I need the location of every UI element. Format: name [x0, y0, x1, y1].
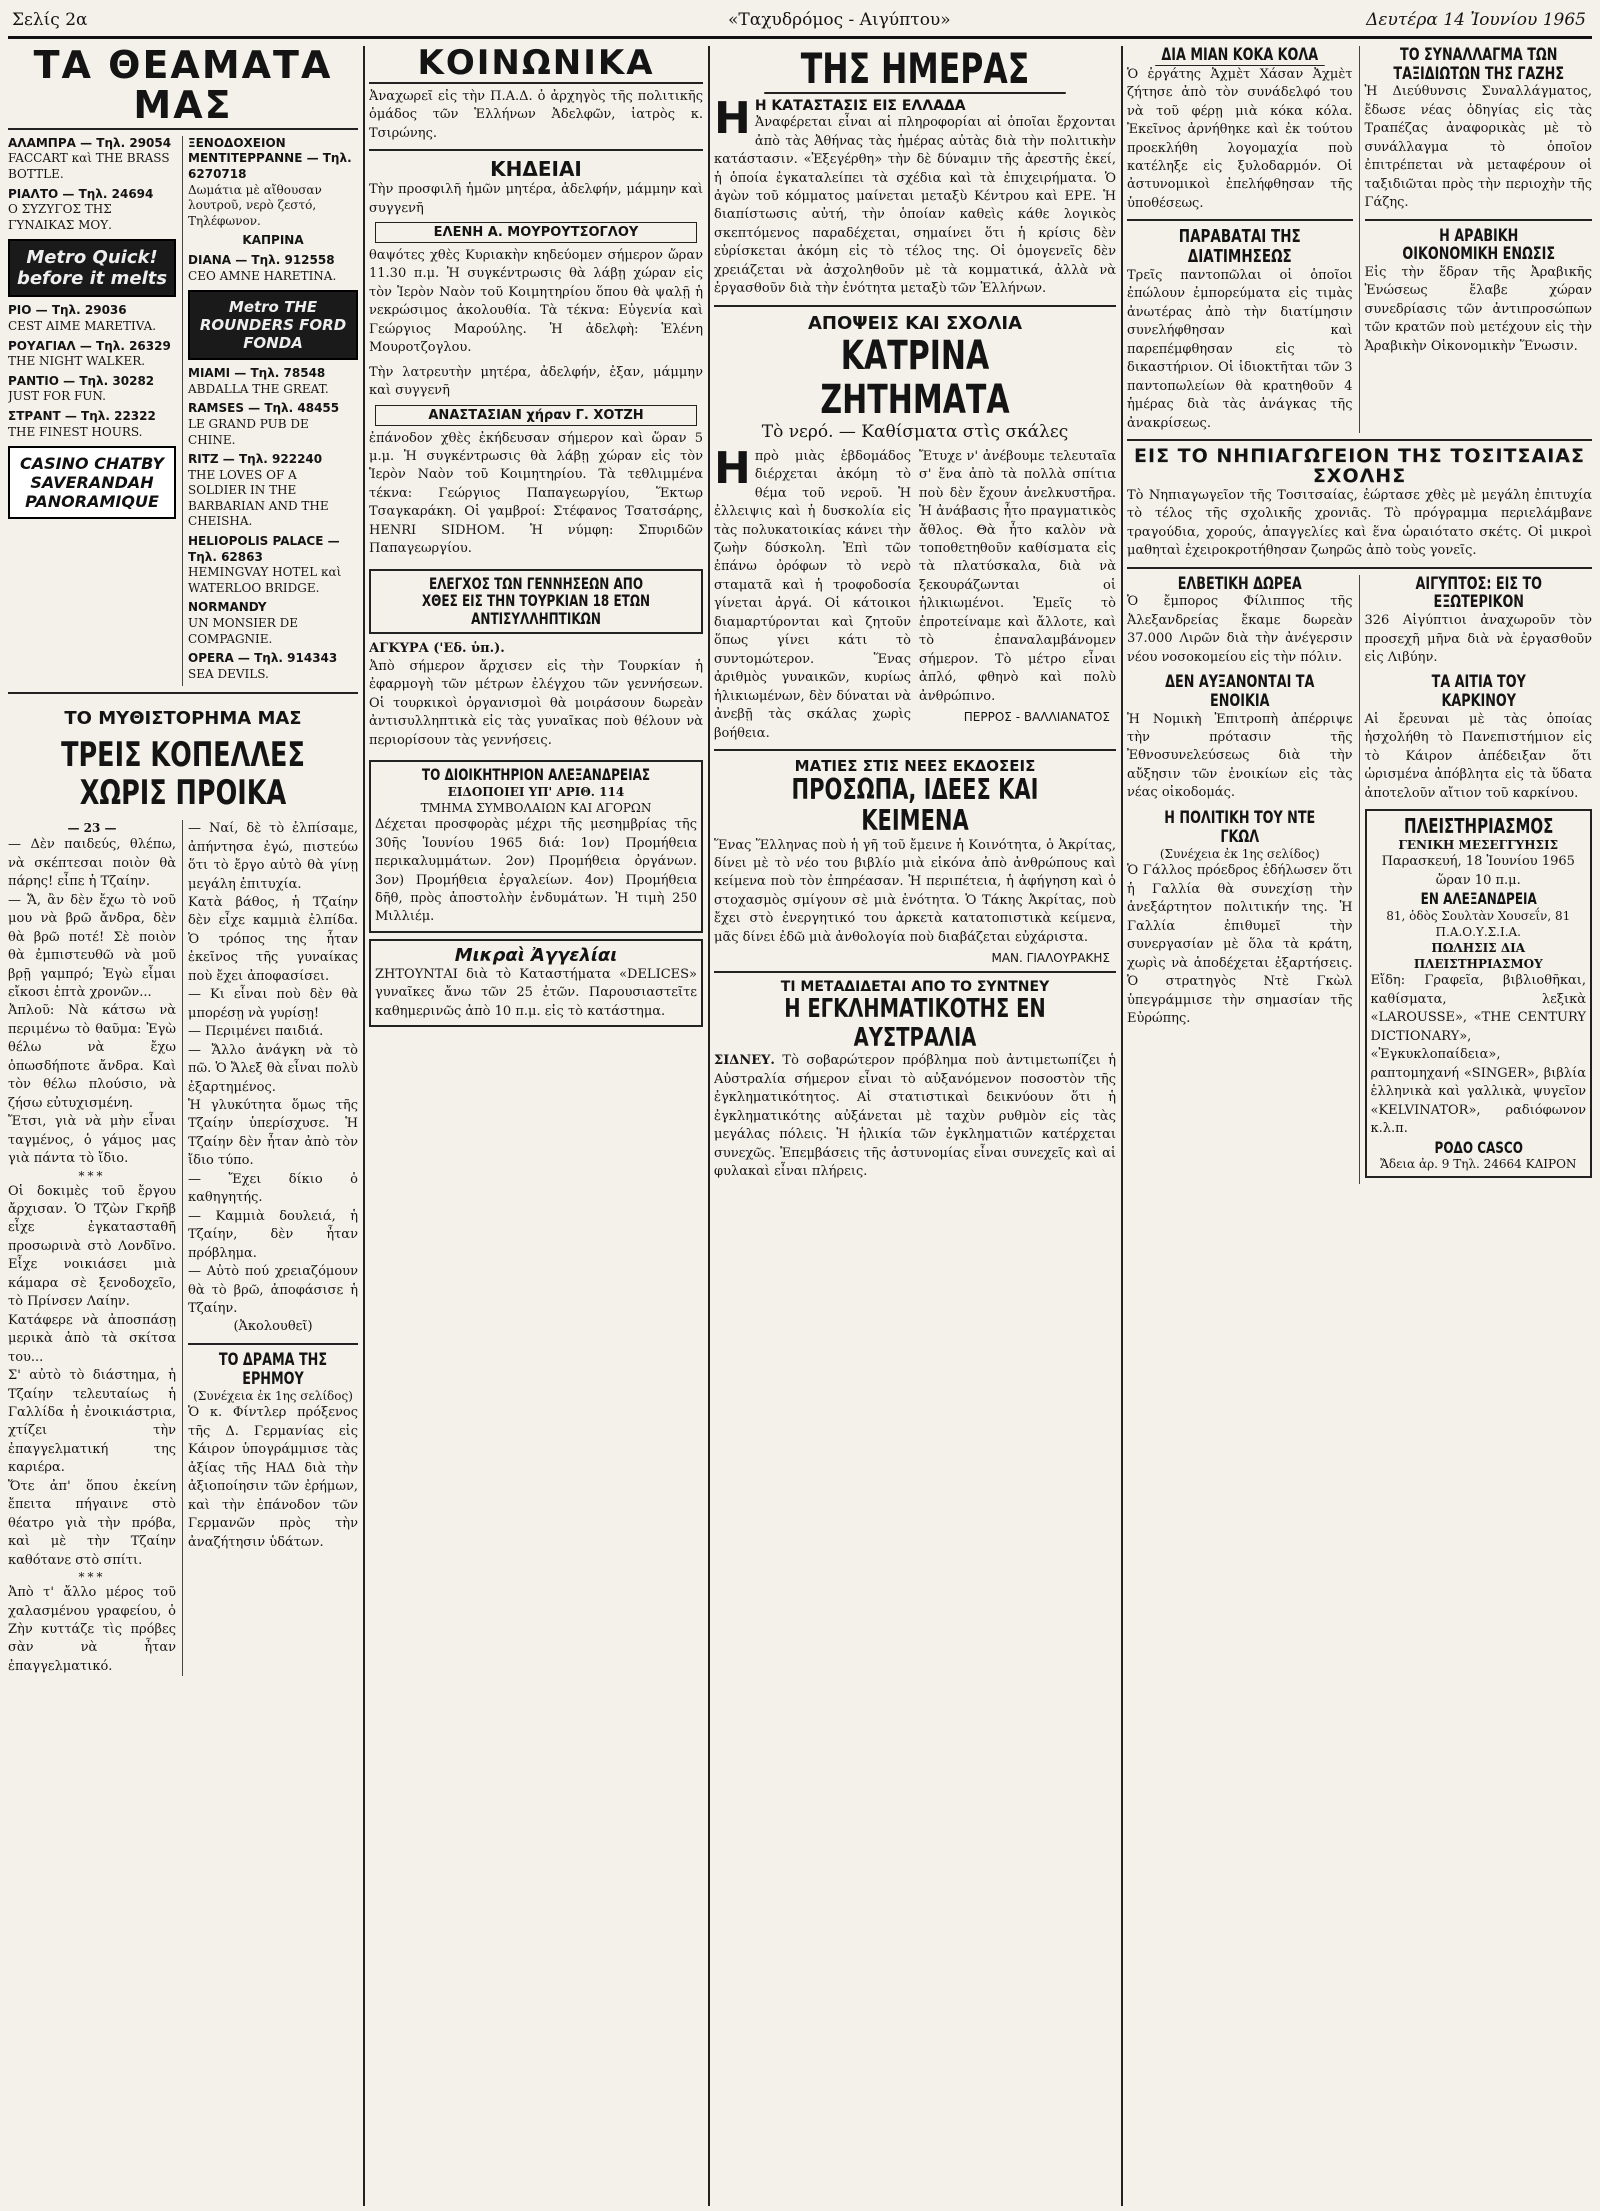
school-text: Τὸ Νηπιαγωγεῖον τῆς Τοσιτσαίας, ἐώρτασε χθὲς μὲ μεγάλη ἐπιτυχία τὸ τέλος τῆς σχολικῆς χρονιᾶς. Τὸ πρόγραμμα περιελάμβανε τραγούδια, χορούς, ἀπαγγελίες καὶ ἕνα ὡραιότατο σκέτς. Οἱ μικροὶ μαθηταὶ ἐχειροκροτήθησαν ζωηρῶς ἀπὸ τοὺς γονεῖς.	[1127, 487, 1592, 559]
auction-list: Εἴδη: Γραφεῖα, βιβλιοθῆκαι, καθίσματα, λεξικὰ «LAROUSSE», «THE CENTURY DICTIONARY», «Ἐγκυκλοπαίδεια», ραπτομηχανή «SINGER», βιβλία ἑλληνικὰ καὶ γαλλικὰ, ψυγεῖον «KELVINATOR», ραδιόφωνον κ.λ.π.	[1370, 973, 1586, 1137]
novel-paragraph: — Ἄ, ἂν δὲν ἔχω τὸ νοῦ μου νὰ βρῶ ἄνδρα, δὲν θὰ βρῶ ποτέ! Σὲ ποιὸν θὰ ἐμπιστευθῶ νὰ μοῦ βρῇ γαμπρό; Ἐγὼ εἶμαι εἴκοσι ἑπτὰ χρονῶν...	[8, 892, 177, 1000]
metro-ad: Metro THE ROUNDERS FORD FONDA	[188, 290, 358, 360]
theaters-right	[182, 136, 358, 687]
egypt-title: ΑΙΓΥΠΤΟΣ: ΕΙΣ ΤΟ ΕΞΩΤΕΡΙΚΟΝ	[1414, 573, 1542, 613]
funeral-name: ΕΛΕΝΗ Α. ΜΟΥΡΟΥΤΣΟΓΛΟΥ	[375, 222, 697, 243]
exams-title: ΠΑΡΑΒΑΤΑΙ ΤΗΣ ΔΙΑΤΙΜΗΣΕΩΣ	[1178, 226, 1301, 268]
auction-owner: Π.Α.Ο.Υ.Σ.Ι.Α.	[1435, 924, 1521, 939]
social-intro: Ἀναχωρεῖ εἰς τὴν Π.Α.Δ. ὁ ἀρχηγὸς τῆς πολιτικῆς ὁμάδος τῶν Ἑλλήνων Ἀδελφῶν, ἰατρὸς κ. Τσιρώνης.	[369, 88, 703, 141]
classifieds-title: Μικραὶ Ἀγγελίαι	[454, 944, 618, 966]
day-title: ΤΗΣ ΗΜΕΡΑΣ	[764, 46, 1066, 94]
theaters-left	[8, 136, 176, 687]
crime-dateline: ΣΙΔΝΕΥ.	[714, 1053, 775, 1069]
classifieds-text: ΖΗΤΟΥΝΤΑΙ διὰ τὸ Καταστήματα «DELICES» γυναῖκες ἄνω τῶν 25 ἐτῶν. Παρουσιαστεῖτε καθημερινῶς ἀπὸ 10 π.μ. εἰς τὸ κατάστημα.	[375, 966, 697, 1019]
novel-paragraph: Ἡ γλυκύτητα ὅμως τῆς Τζαίην ὑπερίσχυσε. Ἡ Τζαίην δὲν ἦταν ἀπὸ τὸν ἴδιο τύπο.	[188, 1097, 358, 1169]
page-number: Σελίς 2α	[12, 10, 88, 30]
funeral-text: ἐπάνοδον χθὲς ἐκήδευσαν σήμερον καὶ ὥραν 5 μ.μ. Ἡ συγκέντρωσις θὰ λάβῃ χώραν εἰς τὸν Ἱερὸν Ναὸν τοῦ Κοιμητηρίου. Τὰ τεθλιμμένα τέκνα: Γεώργιος Παπαγεωργίου, Ἕκτωρ Τσαγκαράκη. Οἱ γαμβροί: Στέφανος Τσατσάρης, HENRI SIDHOM. Ἡ νύμφη: Σπυριδῶν Παπαγεωργίου.	[369, 430, 703, 557]
theater-listing: ΑΛΑΜΠΡΑ — Τηλ. 29054 FACCART καὶ THE BRASS BOTTLE.	[8, 135, 172, 181]
funeral-text: θαψότες χθὲς Κυριακὴν κηδεύομεν σήμερον ὥραν 11.30 π.μ. Ἡ συγκέντρωσις θὰ λάβῃ χώραν εἰς τὸν Ἱερὸν Ναὸν τοῦ Κοιμητηρίου ὅπου θὰ ψαλῇ ἡ νεκρώσιμος ἀκολουθία. Τὰ τέκνα: Εὐγενία καὶ Γεώργιος Μαρούλης. Ἡ ἀδελφὴ: Ἑλένη Μουροτζογλου.	[369, 247, 703, 356]
crime-text: Τὸ σοβαρώτερον πρόβλημα ποὺ ἀντιμετωπίζει ἡ Αὐστραλία σήμερον εἶναι τὸ αὐξανόμενον ποσοστὸν τῆς ἐγκληματικότητος. Αἱ στατιστικαὶ δεικνύουν ὅτι ἡ ἐγκληματικότης αὐξάνεται μὲ ταχὺν ρυθμὸν εἰς τὰς μεγάλας πόλεις. Ἡ ἡλικία τῶν ἐγκληματιῶν κατέρχεται συνεχῶς. Ἐπεμβάσεις τῆς ἀστυνομίας εἶναι συνεχεῖς καὶ αἱ φυλακαὶ εἶναι πλήρεις.	[714, 1053, 1116, 1180]
funeral-name: ΑΝΑΣΤΑΣΙΑΝ χήραν Γ. ΧΟΤΖΗ	[375, 405, 697, 426]
novel-paragraph: Ἀπλοῦ: Νὰ κάτσω νὰ περιμένω τὸ θαῦμα: Ἐγὼ θέλω νὰ ἔχω ὁπωσδήποτε ἄνδρα. Καὶ τὸν θέλω πλούσιο, νὰ ζήσω εὐτυχισμένη.	[8, 1003, 177, 1111]
novel-paragraph: Σ' αὐτὸ τὸ διάστημα, ἡ Τζαίην τελευταίως ἡ Γαλλίδα ἡ ἐνοικιάστρια, χτίζει τὴν ἐπαγγελματική της καριέρα.	[8, 1368, 177, 1476]
novel-paragraph: Κατὰ βάθος, ἡ Τζαίην δὲν εἶχε καμμιὰ ἐλπίδα. Ὁ τρόπος της ἦταν ἐκεῖνος τῆς γυναίκας ποὺ ἔχει ἀποφασίσει.	[188, 895, 358, 984]
exams-text: Τρεῖς παντοπῶλαι οἱ ὁποῖοι ἐπώλουν ἐμπορεύματα εἰς τιμὰς ἀνωτέρας ἀπὸ τὴν διατίμησιν συνελήφθησαν καὶ παρεπέμφθησαν εἰς τὸ δικαστήριον. Οἱ ἰδιοκτῆται τῶν 3 παντοπωλείων θὰ κρατηθοῦν 4 ἡμέρας διὰ τὰς ἀνάγκας τῆς ἀνακρίσεως.	[1127, 267, 1353, 431]
day-drop-cap: Η	[714, 93, 751, 145]
opinions-title: ΚΑΤΡΙΝΑ ΖΗΤΗΜΑΤΑ	[820, 332, 1010, 423]
social-title: ΚΟΙΝΩΝΙΚΑ	[369, 46, 703, 84]
cola-title: ΔΙΑ ΜΙΑΝ ΚΟΚΑ ΚΟΛΑ	[1155, 46, 1324, 66]
rent-title: ΔΕΝ ΑΥΞΑΝΟΝΤΑΙ ΤΑ ΕΝΟΙΚΙΑ	[1165, 672, 1315, 711]
opinions-heading: ΑΠΟΨΕΙΣ ΚΑΙ ΣΧΟΛΙΑ	[807, 312, 1023, 334]
theater-listing: ΡΟΥΑΓΙΑΛ — Τηλ. 26329 THE NIGHT WALKER.	[8, 338, 171, 369]
novel-paragraph: Ἀπὸ τ' ἄλλο μέρος τοῦ χαλασμένου γραφείου, ὁ Ζὴν κυττάζε τὶς πρόβες σὰν νὰ ἦταν ἐπαγγελματικό.	[8, 1585, 177, 1674]
theater-listing: ΞΕΝΟΔΟΧΕΙΟΝ ΜΕΝΤΙΤΕΡΡΑΝΝΕ — Τηλ. 6270718 Δωμάτια μὲ αἴθουσαν λουτροῦ, νερὸ ζεστό, Τηλέφωνον.	[188, 135, 352, 228]
donation-text: Ὁ ἔμπορος Φίλιππος τῆς Ἀλεξανδρείας ἔκαμε δωρεὰν 37.000 Λιρῶν διὰ τὴν ἀνέγερσιν νέου νοσοκομείου εἰς τὴν πόλιν.	[1127, 594, 1353, 665]
novel-paragraph: Ἔτσι, γιὰ νὰ μὴν εἶναι ταγμένος, ὁ γάμος μας γιὰ πάντα τὸ ἴδιο.	[8, 1114, 177, 1167]
theater-listing: DIANA — Τηλ. 912558 CEO AMNE HARETINA.	[188, 252, 337, 283]
funerals-title: ΚΗΔΕΙΑΙ	[490, 157, 582, 182]
novel-chapter: — 23 —	[67, 821, 117, 836]
admin-text: Δέχεται προσφορὰς μέχρι τῆς μεσημβρίας τῆς 30ῆς Ἰουνίου 1965 διά: 1ον) Προμήθεια περικαλυμμάτων. 2ον) Προμήθεια ὀργάνων. 3ον) Προμήθεια ἐργαλείων. 4ον) Προμήθεια δῆθ, πρὸς ἀποστολὴν ἐνδυμάτων. Ἡ τιμὴ 250 Μιλλιέμ.	[375, 817, 697, 925]
auction-footer: Ἄδεια ἀρ. 9 Τηλ. 24664 ΚΑΙΡΟΝ	[1380, 1157, 1577, 1172]
novel-paragraph: — Κι εἶναι ποὺ δὲν θὰ μπορέσῃ νὰ γυρίσῃ!	[188, 987, 358, 1021]
drama-title: ΤΟ ΔΡΑΜΑ ΤΗΣ ΕΡΗΜΟΥ	[218, 1349, 328, 1389]
opinions-text: πρὸ μιὰς ἑβδομάδος διέρχεται ἀκόμη τὸ θέμα τοῦ νεροῦ. Ἡ ἐλλειψις καὶ ἡ δυσκολία εἰς τὰς πολυκατοικίας κάνει τὴν ζωὴν δύσκολη. Ἐπὶ τῶν ἐπάνω ὀρόφων τὸ νερὸ σταματᾶ καὶ ἡ τροφοδοσία γίνεται ἀργά. Οἱ κάτοικοι διαμαρτύρονται καὶ ζητοῦν ὅπως γίνει κάτι τὸ συντομώτερον. Ἕνας ἀριθμὸς γυναικῶν, κυρίως ἡλικιωμένων, δὲν δύναται νὰ ἀνεβῇ τὰς σκάλας χωρὶς βοήθεια.	[714, 448, 911, 741]
day-text: Ἀναφέρεται εἶναι αἱ πληροφορίαι αἱ ὁποῖαι ἔρχονται ἀπὸ τὰς Ἀθήνας τὰς ἡμέρας αὐτὰς διὰ τὴν πολιτικὴν κατάστασιν. «Ἐξεγέρθη» τὴν δὲ δύναμιν τῆς ἀρεστῆς ἐκεί, ἡ ὁποία ἐγκαταλείπει τὰ σχέδια καὶ τὰ ἐπιχειρήματα. Ὁ ἀγὼν τοῦ κόμματος μαίνεται μεταξὺ Κέντρου καὶ ΕΡΕ. Ἡ διαπίστωσις αὐτή, τὴν ὁποίαν καθεὶς κάθε λογικὸς σκεπτόμενος παραδέχεται, σημαίνει ὅτι ἡ κρίσις δὲν εὑρίσκεται ἀκόμη εἰς τὸ τέλος της. Οἱ ὁμογενεῖς δὲν χρειάζεται νὰ ἀσχοληθοῦν μὲ τὰ κομματικά, ἀλλὰ νὰ ἐργασθοῦν διὰ τὴν ἑνότητα μεταξὺ τῶν Ἑλλήνων.	[714, 115, 1116, 297]
theaters-title: ΤΑ ΘΕΑΜΑΤΑ ΜΑΣ	[8, 46, 358, 130]
novel-paragraph: Οἱ δοκιμὲς τοῦ ἔργου ἄρχισαν. Ὁ Τζὼν Γκρῆβ εἶχε ἐγκατασταθῆ προσωρινὰ στὸ Λονδῖνο. Εἶχε νοικιάσει μιὰ κάμαρα σὲ ξενοδοχεῖο, τὸ Πρίνσεν Λαίην.	[8, 1183, 177, 1310]
auction-place: ΕΝ ΑΛΕΞΑΝΔΡΕΙΑ	[1420, 889, 1537, 909]
donation-title: ΕΛΒΕΤΙΚΗ ΔΩΡΕΑ	[1177, 573, 1302, 594]
novel-paragraph: — Ἄλλο ἀνάγκη νὰ τὸ πῶ. Ὁ Ἄλεξ θὰ εἶναι πολὺ ἐξαρτημένος.	[188, 1042, 358, 1095]
auction-signature: ΡΟΔΟ CASCO	[1434, 1137, 1523, 1157]
arab-text: Εἰς τὴν ἕδραν τῆς Ἀραβικῆς Ἐνώσεως ἔλαβε χώραν συνεδρίασις τῶν ἀντιπροσώπων τῶν κρατῶν ποὺ μετέχουν εἰς τὴν Ἀραβικὴν Οἰκονομικὴν Ἕνωσιν.	[1364, 264, 1592, 354]
opinions-text: Ἔτυχε ν' ἀνέβουμε τελευταῖα σ' ἕνα ἀπὸ τὰ πολλὰ σπίτια ποὺ δὲν ἔχουν ἀνελκυστῆρα. Ἡ ἀνάβασις ἦτο πραγματικὸς ἄθλος. Θὰ ἦτο καλὸν νὰ τοποθετηθοῦν καθίσματα εἰς τὰ πλατύσκαλα, διὰ νὰ ξεκουράζωνται οἱ ἡλικιωμένοι. Ἐμεῖς τὸ ἐπροτείναμε καὶ ἄλλοτε, καὶ τὸ ἐπαναλαμβάνομεν σήμερον. Τὸ μέτρο εἶναι ἁπλό, φθηνὸ καὶ πολὺ ἀνθρώπινο.	[919, 448, 1116, 704]
crime-title: Η ΕΓΚΛΗΜΑΤΙΚΟΤΗΣ ΕΝ ΑΥΣΤΡΑΛΙΑ	[784, 994, 1046, 1053]
auction-title: ΠΛΕΙΣΤΗΡΙΑΣΜΟΣ	[1403, 814, 1553, 839]
casino-ad: CASINO CHATBY SAVERANDAH PANORAMIQUE	[8, 446, 176, 519]
opinions-drop-cap: Η	[714, 442, 751, 494]
school-title: ΕΙΣ ΤΟ ΝΗΠΙΑΓΩΓΕΙΟΝ ΤΗΣ ΤΟΣΙΤΣΑΙΑΣ ΣΧΟΛΗΣ	[1134, 444, 1585, 487]
theater-listing: NORMANDY UN MONSIER DE COMPAGNIE.	[188, 600, 299, 646]
books-text: Ἕνας Ἕλληνας ποὺ ἡ γῆ τοῦ ἔμεινε ἡ Κοινότητα, ὁ Ἀκρίτας, δίνει μὲ τὸ νέο του βιβλίο μιὰ εἰκόνα ἀπὸ ἀνθρώπους καὶ κείμενα ποὺ τὸν ἐπηρέασαν. Ἡ περιπέτεια, ἡ ἀφήγηση καὶ ὁ στοχασμὸς σμίγουν σὲ μιὰ ἑνότητα. Ὁ Τάκης Ἀκρίτας, ποὺ ἔχει στὸ ἐνεργητικό του ἀρκετὰ κατατοπιστικὰ κείμενα, μᾶς δίνει ἐδῶ μιὰ ἀνθολογία ποὺ διαβάζεται εὐχάριστα.	[714, 837, 1116, 945]
issue-date: Δευτέρα 14 Ἰουνίου 1965	[1366, 10, 1586, 30]
column-rule	[708, 46, 710, 2206]
novel-column-1: — 23 — — Δὲν παιδεύς, θλέπω, νὰ σκέπτεσαι ποιὸν θὰ πάρης! εἶπε ἡ Τζαίην. — Ἄ, ἂν δὲν ἔχω τὸ νοῦ μου νὰ βρῶ ἄνδρα, δὲν θὰ βρῶ ποτέ! Σὲ ποιὸν θὰ ἐμπιστευθῶ νὰ μοῦ βρῇ γαμπρό; Ἐγὼ εἶμαι εἴκοσι ἑπτὰ χρονῶν... Ἀπλοῦ: Νὰ κάτσω νὰ περιμένω τὸ θαῦμα: Ἐγὼ θέλω νὰ ἔχω ὁπωσδήποτε ἄνδρα. Καὶ τὸν θέλω πλούσιο, νὰ ζήσω εὐτυχισμένη. Ἔτσι, γιὰ νὰ μὴν εἶναι ταγμένος, ὁ γάμος μας γιὰ πάντα τὸ ἴδιο. *** Οἱ δοκιμὲς τοῦ ἔργου ἄρχισαν. Ὁ Τζὼν Γκρῆβ εἶχε ἐγκατασταθῆ προσωρινὰ στὸ Λονδῖνο. Εἶχε νοικιάσει μιὰ κάμαρα σὲ ξενοδοχεῖο, τὸ Πρίνσεν Λαίην. Κατάφερε νὰ ἀποσπάσῃ μερικὰ ἀπὸ τὰ σκίτσα του... Σ' αὐτὸ τὸ διάστημα, ἡ Τζαίην τελευταίως ἡ Γαλλίδα ἡ ἐνοικιάστρια, χτίζει τὴν ἐπαγγελματική της καριέρα. Ὅτε ἀπ' ὅπου ἐκείνη ἔπειτα πήγαινε στὸ θέατρο γιὰ τὴν πρόβα, καὶ μὲ τὴν Τζαίην καθότανε στὸ σπίτι. *** Ἀπὸ τ' ἄλλο μέρος τοῦ χαλασμένου γραφείου, ὁ Ζὴν κυττάζε τὶς πρόβες σὰν νὰ ἦταν ἐπαγγελματικό.	[8, 820, 176, 1676]
drama-text: Ὁ κ. Φίντλερ πρόξενος τῆς Δ. Γερμανίας εἰς Κάιρον ὑπογράμμισε τὰς ἀξίας τῆς ΗΑΔ διὰ τὴν ἀξιοποίησιν τῶν ἐρήμων, καὶ τὴν ἐπάνοδον τῶν Γερμανῶν πρὸς τὴν ἀναζήτησιν ὑδάτων.	[188, 1405, 358, 1550]
auction-address: 81, ὁδὸς Σουλτὰν Χουσεΐν, 81	[1386, 908, 1571, 923]
theater-listing: ΣΤΡΑΝΤ — Τηλ. 22322 THE FINEST HOURS.	[8, 408, 156, 439]
opinions-signature: ΠΕΡΡΟΣ - ΒΑΛΛΙΑΝΑΤΟΣ	[963, 710, 1110, 725]
column-social	[369, 46, 703, 2206]
newspaper-page	[8, 6, 1592, 2206]
novel-paragraph: Κατάφερε νὰ ἀποσπάσῃ μερικὰ ἀπὸ τὰ σκίτσα του...	[8, 1312, 177, 1365]
theater-listing: ΡΙΟ — Τηλ. 29036 CEST AIME MARETIVA.	[8, 303, 157, 333]
gaulle-title: Η ΠΟΛΙΤΙΚΗ ΤΟΥ ΝΤΕ ΓΚΩΛ	[1164, 807, 1316, 847]
gaza-title: ΤΟ ΣΥΝΑΛΛΑΓΜΑ ΤΩΝ ΤΑΞΙΔΙΩΤΩΝ ΤΗΣ ΓΑΖΗΣ	[1392, 46, 1564, 84]
theater-listing: ΚΑΠΡΙΝΑ	[242, 233, 304, 248]
cancer-title: ΤΑ ΑΙΤΙΑ ΤΟΥ ΚΑΡΚΙΝΟΥ	[1431, 672, 1526, 712]
gaulle-sub: (Συνέχεια ἐκ 1ης σελίδος)	[1159, 847, 1320, 862]
metro-ad: Metro Quick! before it melts	[8, 239, 176, 297]
admin-title: ΤΟ ΔΙΟΙΚΗΤΗΡΙΟΝ ΑΛΕΞΑΝΔΡΕΙΑΣ	[421, 765, 651, 785]
opinions-subtitle: Τὸ νερό. — Καθίσματα στὶς σκάλες	[761, 421, 1069, 442]
rent-text: Ἡ Νομικὴ Ἐπιτροπὴ ἀπέρριψε τὴν πρότασιν τῆς Ἐθνοσυνελεύσεως διὰ τὴν αὔξησιν τῶν ἐνοικίων εἰς τὰς νέας οἰκοδομάς.	[1127, 711, 1353, 801]
birth-control-dateline: ΑΓΚΥΡΑ ('Εδ. ὑπ.).	[369, 640, 505, 656]
egypt-text: 326 Αἰγύπτιοι ἀναχωροῦν τὸν προσεχῆ μῆνα διὰ νὰ ἐργασθοῦν εἰς Λιβύην.	[1364, 613, 1592, 665]
auction-notice	[1365, 809, 1592, 1178]
novel-title: ΤΡΕΙΣ ΚΟΠΕΛΛΕΣ ΧΩΡΙΣ ΠΡΟΙΚΑ	[61, 735, 305, 813]
novel-paragraph: — Καμμιὰ δουλειά, ἡ Τζαίην, δὲν ἦταν πρόβλημα.	[188, 1208, 358, 1261]
theater-listing: OPERA — Τηλ. 914343 SEA DEVILS.	[188, 651, 338, 681]
day-subtitle: Η ΚΑΤΑΣΤΑΣΙΣ ΕΙΣ ΕΛΛΑΔΑ	[754, 98, 966, 115]
novel-paragraph: — Ναί, δὲ τὸ ἐλπίσαμε, ἀπήντησα ἐγώ, πιστεύω ὅτι τὸ ἔργο αὐτὸ θὰ γίνῃ μεγάλη ἐπιτυχία.	[188, 821, 358, 892]
theater-listing: ΡΙΑΛΤΟ — Τηλ. 24694 Ο ΣΥΖΥΓΟΣ ΤΗΣ ΓΥΝΑΙΚΑΣ ΜΟΥ.	[8, 186, 154, 232]
novel-paragraph: — Αὐτὸ πού χρειαζόμουν θὰ τὸ βρῶ, ἀποφάσισε ἡ Τζαίην.	[188, 1264, 358, 1316]
auction-sub: ΓΕΝΙΚΗ ΜΕΣΕΓΓΥΗΣΙΣ	[1398, 838, 1559, 853]
page-header	[8, 6, 1592, 39]
theater-listing: RITZ — Τηλ. 922240 THE LOVES OF A SOLDIER IN THE BARBARIAN AND THE CHEISHA.	[188, 452, 329, 529]
column-right	[1127, 46, 1592, 2206]
funeral-lead: Τὴν λατρευτὴν μητέρα, ἀδελφήν, ἐξαν, μάμμην καὶ συγγενῆ	[369, 364, 703, 399]
theater-listing: ΡΑΝΤΙΟ — Τηλ. 30282 JUST FOR FUN.	[8, 373, 155, 404]
gaulle-text: Ὁ Γάλλος πρόεδρος ἐδήλωσεν ὅτι ἡ Γαλλία θὰ συνεχίσῃ τὴν ἀνεξάρτητον πολιτικήν της. Ἡ Γαλλία ἐπιθυμεῖ τὴν συνεργασίαν μὲ ὅλα τὰ κράτη, χωρὶς νὰ ἀποδέχεται ἐξαρτήσεις. Ὁ στρατηγὸς Ντὲ Γκὼλ ὑπεγράμμισε τὴν σημασίαν τῆς Εὐρώπης.	[1127, 863, 1353, 1026]
theater-listing: ΜΙΑΜΙ — Τηλ. 78548 ABDALLA THE GREAT.	[188, 366, 329, 396]
theater-listing: HELIOPOLIS PALACE — Τηλ. 62863 HEMINGVAY HOTEL καὶ WATERLOO BRIDGE.	[188, 534, 342, 595]
books-heading: ΜΑΤΙΕΣ ΣΤΙΣ ΝΕΕΣ ΕΚΔΟΣΕΙΣ	[794, 756, 1036, 775]
birth-control-title: ΕΛΕΓΧΟΣ ΤΩΝ ΓΕΝΝΗΣΕΩΝ ΑΠΟ ΧΘΕΣ ΕΙΣ ΤΗΝ ΤΟΥΡΚΙΑΝ 18 ΕΤΩΝ ΑΝΤΙΣΥΛΛΗΠΤΙΚΩΝ	[421, 573, 651, 628]
books-signature: ΜΑΝ. ΓΙΑΛΟΥΡΑΚΗΣ	[991, 951, 1110, 966]
novel-column-2	[182, 820, 358, 1676]
birth-control-text: Ἀπὸ σήμερον ἄρχισεν εἰς τὴν Τουρκίαν ἡ ἐφαρμογὴ τῶν μέτρων ἐλέγχου τῶν γεννήσεων. Οἱ τουρκικοὶ ὀργανισμοὶ θὰ μοιράσουν δωρεὰν ἀντισυλληπτικὰ εἰς τὰς γυναῖκας ποὺ θέλουν νὰ περιορίσουν τὰς γεννήσεις.	[369, 658, 703, 748]
gaza-text: Ἡ Διεύθυνσις Συναλλάγματος, ἔδωσε νέας ὁδηγίας εἰς τὰς Τραπέζας ἀναφορικὰς μὲ τὸ συνάλλαγμα τὸ ὁποῖον ἐπιτρέπεται νὰ μεταφέρουν οἱ ταξιδιῶται πρὸς τὴν περιοχὴν τῆς Γάζης.	[1364, 84, 1592, 211]
novel-paragraph: — Περιμένει παιδιά.	[188, 1024, 324, 1040]
newspaper-name: «Ταχυδρόμος - Αιγύπτου»	[728, 10, 951, 30]
admin-sub2: ΤΜΗΜΑ ΣΥΜΒΟΛΑΙΩΝ ΚΑΙ ΑΓΟΡΩΝ	[420, 801, 652, 816]
novel-paragraph: Ὅτε ἀπ' ὅπου ἐκείνη ἔπειτα πήγαινε στὸ θέατρο γιὰ τὴν πρόβα, καὶ μὲ τὴν Τζαίην καθότανε στὸ σπίτι.	[8, 1478, 177, 1568]
funeral-lead: Τὴν προσφιλῆ ἡμῶν μητέρα, ἀδελφήν, μάμμην καὶ συγγενῆ	[369, 182, 703, 216]
books-title: ΠΡΟΣΩΠΑ, ΙΔΕΕΣ ΚΑΙ ΚΕΙΜΕΝΑ	[791, 772, 1039, 837]
cancer-text: Αἱ ἔρευναι μὲ τὰς ὁποίας ἠσχολήθη τὸ Πανεπιστήμιον εἰς τὸ Κάιρον ἀπέδειξαν ὅτι ὡρισμένα ἀπόβλητα εἰς τὰ ὕδατα ἀποτελοῦν αἴτιον τοῦ καρκίνου.	[1364, 711, 1592, 801]
theater-listing: RAMSES — Τηλ. 48455 LE GRAND PUB DE CHINE.	[188, 401, 340, 447]
admin-sub: ΕΙΔΟΠΟΙΕΙ ΥΠ' ΑΡΙΘ. 114	[447, 784, 625, 799]
crime-heading: ΤΙ ΜΕΤΑΔΙΔΕΤΑΙ ΑΠΟ ΤΟ ΣΥΝΤΝΕΥ	[780, 979, 1050, 996]
classifieds	[369, 939, 703, 1027]
novel-paragraph: — Ἔχει δίκιο ὁ καθηγητής.	[188, 1171, 358, 1206]
column-rule	[363, 46, 365, 2206]
auction-item: ΠΩΛΗΣΙΣ ΔΙΑ ΠΛΕΙΣΤΗΡΙΑΣΜΟΥ	[1413, 941, 1543, 972]
arab-title: Η ΑΡΑΒΙΚΗ ΟΙΚΟΝΟΜΙΚΗ ΕΝΩΣΙΣ	[1401, 225, 1555, 265]
drama-sub: (Συνέχεια ἐκ 1ης σελίδος)	[193, 1389, 353, 1404]
auction-date: Παρασκευή, 18 Ἰουνίου 1965 ὥραν 10 π.μ.	[1381, 854, 1575, 888]
novel-paragraph: — Δὲν παιδεύς, θλέπω, νὰ σκέπτεσαι ποιὸν θὰ πάρης! εἶπε ἡ Τζαίην.	[8, 837, 177, 890]
novel-heading: ΤΟ ΜΥΘΙΣΤΟΡΗΜΑ ΜΑΣ	[64, 708, 302, 730]
column-center	[714, 46, 1116, 2206]
novel-continued-note: (Ἀκολουθεῖ)	[233, 1319, 313, 1335]
column-rule	[1121, 46, 1123, 2206]
cola-text: Ὁ ἐργάτης Ἀχμὲτ Χάσαν Ἀχμὲτ ζήτησε ἀπὸ τὸν συνάδελφό του νὰ τοῦ φέρῃ μιὰ κόκα κόλα. Ἐκεῖνος ἀρνήθηκε καὶ ἐκ τούτου προεκλήθη λογομαχία ποὺ κατέληξε εἰς ξυλοδαρμόν. Οἱ ἀστυνομικοὶ ἐπελήφθησαν τῆς ὑποθέσεως.	[1127, 66, 1353, 211]
admin-notice	[369, 760, 703, 933]
column-theaters-novel	[8, 46, 358, 2206]
